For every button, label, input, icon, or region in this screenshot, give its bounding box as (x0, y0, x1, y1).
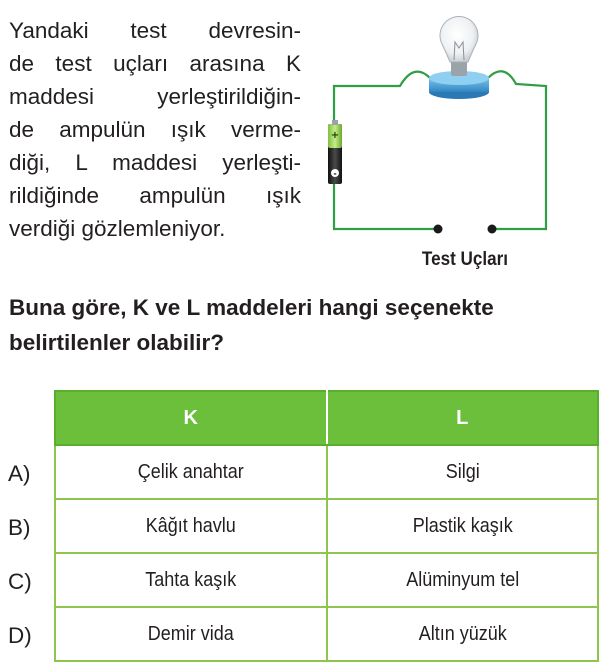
battery-plus-sign: + (330, 130, 340, 141)
test-circuit-diagram (318, 14, 608, 276)
option-label-b[interactable]: B) (8, 515, 31, 540)
battery (328, 120, 342, 184)
table-row[interactable] (55, 499, 598, 553)
option-label-c[interactable]: C) (8, 569, 32, 594)
intro-line: de ampulün ışık verme- (9, 117, 301, 142)
cell-l: Silgi (340, 445, 584, 499)
option-labels (8, 392, 48, 660)
intro-paragraph (9, 14, 301, 245)
cell-k: Çelik anahtar (69, 445, 313, 499)
battery-terminal (332, 120, 338, 125)
wire-bottom (334, 184, 436, 229)
question-line: belirtilenler olabilir? (9, 330, 225, 355)
option-label-d[interactable]: D) (8, 623, 32, 648)
table-row[interactable] (55, 445, 598, 499)
question-text (9, 290, 609, 360)
table-header-row (55, 391, 598, 445)
intro-line: verdiği gözlemleniyor. (9, 216, 226, 241)
test-tip-right (488, 225, 497, 234)
intro-line: diği, L maddesi yerleşti- (9, 150, 301, 175)
battery-minus-sign: - (333, 169, 337, 178)
test-tip-left (434, 225, 443, 234)
table-row[interactable] (55, 607, 598, 661)
cell-l: Altın yüzük (340, 607, 584, 661)
question-line: Buna göre, K ve L maddeleri hangi seçenekte (9, 295, 494, 320)
lamp (429, 17, 489, 99)
table-row[interactable] (55, 553, 598, 607)
lamp-glass (440, 17, 478, 62)
intro-line: rildiğinde ampulün ışık (9, 183, 301, 208)
cell-k: Tahta kaşık (69, 553, 313, 607)
header-l: L (327, 391, 599, 445)
cell-l: Plastik kaşık (340, 499, 584, 553)
header-k: K (55, 391, 327, 445)
option-label-a[interactable]: A) (8, 461, 31, 486)
cell-l: Alüminyum tel (340, 553, 584, 607)
cell-k: Demir vida (69, 607, 313, 661)
cell-k: Kâğıt havlu (69, 499, 313, 553)
intro-line: maddesi yerleştirildiğin- (9, 84, 301, 109)
test-tips-label: Test Uçları (421, 248, 509, 270)
intro-line: Yandaki test devresin- (9, 18, 301, 43)
answer-table (54, 390, 599, 662)
wire-right (488, 71, 546, 229)
wire-left (334, 72, 430, 132)
intro-line: de test uçları arasına K (9, 51, 301, 76)
